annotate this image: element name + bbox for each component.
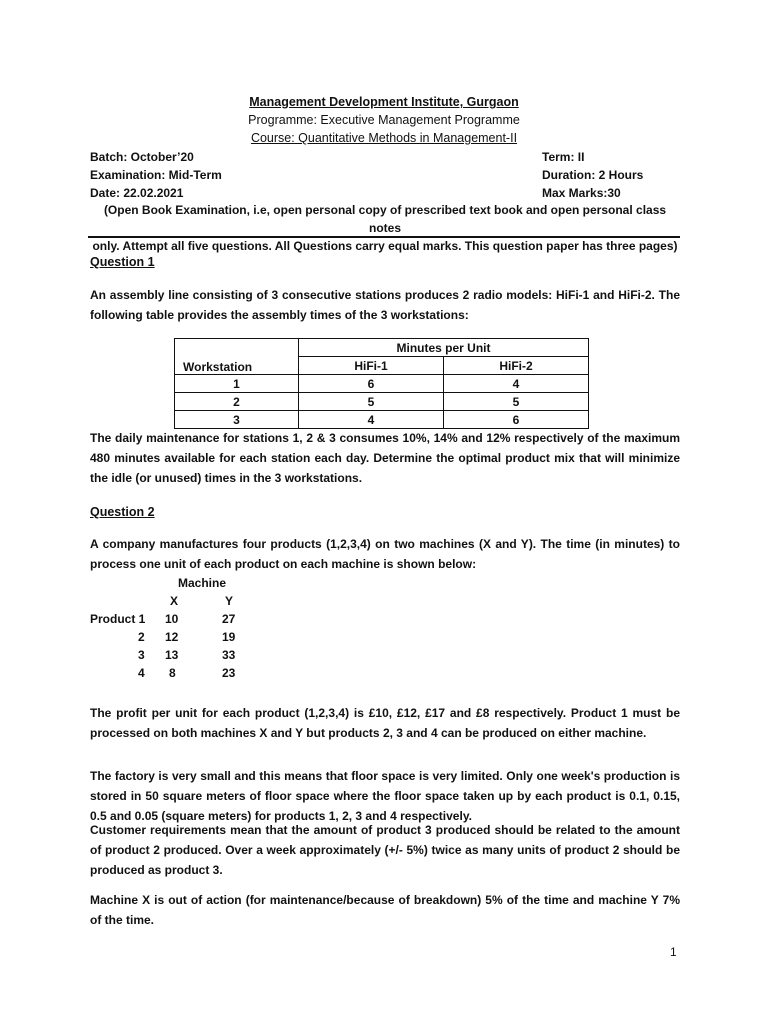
table-cell: 1 [175,375,299,393]
question-2-profit-paragraph: The profit per unit for each product (1,2,3,4) is £10, £12, £17 and £8 respectively. Product 1 must be processed on both machines X and Y but products 2, 3 and 4 can be produced on either machine. [90,706,680,740]
table-cell: 5 [444,393,589,411]
hifi-2-header: HiFi-2 [444,357,589,375]
machine-x-header: X [170,594,179,608]
table-row [175,375,589,393]
question-2-customer-paragraph: Customer requirements mean that the amount of product 3 produced should be related to the amount of product 2 produced. Over a week approximately (+/- 5%) twice as many units of product 2 should be produced as product 3. [90,823,680,877]
table-header-row [175,339,589,357]
question-1-intro: An assembly line consisting of 3 consecutive stations produces 2 radio models: HiFi-1 and HiFi-2. The following table provides the assembly times of the 3 workstations: [90,288,680,322]
minutes-per-unit-header: Minutes per Unit [299,339,589,357]
product-label: 2 [138,630,145,644]
duration-label: Duration: 2 Hours [542,168,644,182]
table-cell: 6 [444,411,589,429]
product-label: 3 [138,648,145,662]
question-2-intro: A company manufactures four products (1,2,3,4) on two machines (X and Y). The time (in minutes) to process one unit of each product on each machine is shown below: [90,537,680,571]
table-cell: 4 [299,411,444,429]
table-cell: 5 [299,393,444,411]
table-cell: 6 [299,375,444,393]
machine-x-value: 8 [169,666,176,680]
page-number: 1 [670,945,677,959]
date-label: Date: 22.02.2021 [90,186,184,200]
machine-x-value: 12 [165,630,179,644]
machine-y-value: 27 [222,612,236,626]
hifi-1-header: HiFi-1 [299,357,444,375]
question-1-title: Question 1 [90,255,155,269]
question-2-floor-space-paragraph: The factory is very small and this means that floor space is very limited. Only one week's production is stored in 50 square meters of floor space where the floor space taken up by each product is 0.1, 0.15, 0.5 and 0.05 (square meters) for products 1, 2, 3 and 4 respectively. [90,769,680,823]
product-label: Product 1 [90,612,146,626]
machine-x-value: 10 [165,612,179,626]
machine-y-value: 33 [222,648,236,662]
instructions-line-2: only. Attempt all five questions. All Questions carry equal marks. This question paper has three pages) [92,239,678,253]
table-cell: 2 [175,393,299,411]
question-1-body: The daily maintenance for stations 1, 2 & 3 consumes 10%, 14% and 12% respectively of the maximum 480 minutes available for each station each day. Determine the optimal product mix that will minimize the idle (or unused) times in the 3 workstations. [90,431,680,485]
machine-y-header: Y [225,594,234,608]
table-row [175,411,589,429]
workstation-header: Workstation [175,339,299,375]
question-2-machine-downtime-paragraph: Machine X is out of action (for maintenance/because of breakdown) 5% of the time and machine Y 7% of the time. [90,893,680,927]
max-marks-label: Max Marks:30 [542,186,621,200]
programme-line: Programme: Executive Management Programme [248,113,520,127]
machine-x-value: 13 [165,648,179,662]
batch-label: Batch: October’20 [90,150,194,164]
question-2-title: Question 2 [90,505,155,519]
course-line: Course: Quantitative Methods in Management-II [250,131,518,145]
table-cell: 4 [444,375,589,393]
machine-y-value: 19 [222,630,236,644]
instructions-line-1: (Open Book Examination, i.e, open personal copy of prescribed text book and open personal class notes [103,203,667,235]
product-label: 4 [138,666,145,680]
institute-title: Management Development Institute, Gurgaon [249,95,519,109]
table-cell: 3 [175,411,299,429]
exam-instructions [90,201,680,255]
term-label: Term: II [542,150,585,164]
table-row [175,393,589,411]
exam-label: Examination: Mid-Term [90,168,222,182]
header-divider [88,236,680,238]
machine-y-value: 23 [222,666,236,680]
machine-header: Machine [178,576,227,590]
assembly-times-table [174,338,589,429]
